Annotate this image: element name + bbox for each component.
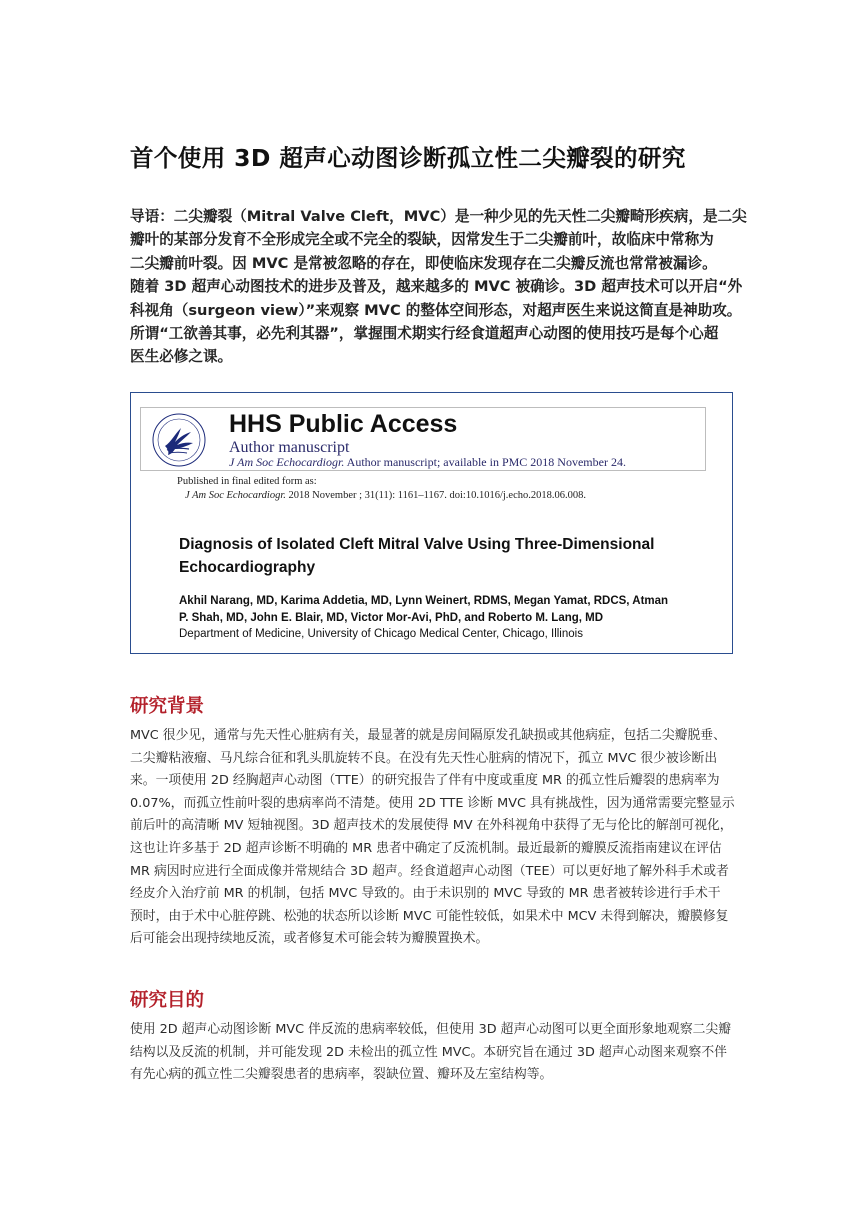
hhs-journal-line	[229, 455, 626, 470]
body-line: MR 病因时应进行全面成像并常规结合 3D 超声。经食道超声心动图（TEE）可以更好地了解外科手术或者	[130, 863, 729, 879]
citation-journal: J Am Soc Echocardiogr.	[185, 490, 286, 501]
purpose-heading: 研究目的	[130, 990, 205, 1011]
body-line: 来。一项使用 2D 经胸超声心动图（TTE）的研究报告了伴有中度或重度 MR 的孤立性后瓣裂的患病率为	[130, 773, 720, 789]
body-line: 结构以及反流的机制，并可能发现 2D 未检出的孤立性 MVC。本研究旨在通过 3D 超声心动图来观察不伴	[130, 1044, 727, 1060]
intro-line: 随着 3D 超声心动图技术的进步及普及，越来越多的 MVC 被确诊。3D 超声技术可以开启“外	[130, 278, 743, 296]
body-line: 后可能会出现持续地反流，或者修复术可能会转为瓣膜置换术。	[130, 931, 489, 947]
paper-title	[179, 534, 719, 579]
hhs-banner-title: HHS Public Access	[229, 410, 458, 438]
intro-line: 所谓“工欲善其事，必先利其器”，掌握围术期实行经食道超声心动图的使用技巧是每个心超	[130, 325, 719, 343]
intro-paragraph	[130, 205, 747, 369]
paper-title-line: Diagnosis of Isolated Cleft Mitral Valve Using Three-Dimensional	[179, 536, 655, 553]
paper-header-figure	[130, 392, 733, 654]
purpose-paragraph	[130, 1019, 733, 1087]
body-line: 预时，由于术中心脏停跳、松弛的状态所以诊断 MVC 可能性较低，如果术中 MCV 未得到解决，瓣膜修复	[130, 908, 729, 924]
body-line: 有先心病的孤立性二尖瓣裂患者的患病率，裂缺位置、瓣环及左室结构等。	[130, 1067, 553, 1083]
body-line: MVC 很少见，通常与先天性心脏病有关，最显著的就是房间隔原发孔缺损或其他病症，包括二尖瓣脱垂、	[130, 728, 726, 743]
author-line: P. Shah, MD, John E. Blair, MD, Victor Mor-Avi, PhD, and Roberto M. Lang, MD	[179, 611, 604, 624]
intro-line: 医生必修之课。	[130, 348, 233, 366]
body-line: 使用 2D 超声心动图诊断 MVC 伴反流的患病率较低，但使用 3D 超声心动图可以更全面形象地观察二尖瓣	[130, 1022, 732, 1037]
author-department: Department of Medicine, University of Chicago Medical Center, Chicago, Illinois	[179, 628, 583, 640]
body-line: 二尖瓣粘液瘤、马凡综合征和乳头肌旋转不良。在没有先天性心脏病的情况下，孤立 MVC 很少被诊断出	[130, 750, 718, 766]
paper-title-line: Echocardiography	[179, 558, 316, 576]
intro-line: 瓣叶的某部分发育不全形成完全或不完全的裂缺，因常发生于二尖瓣前叶，故临床中常称为	[130, 231, 714, 249]
journal-availability: Author manuscript; available in PMC 2018 November 24.	[344, 455, 626, 469]
published-label: Published in final edited form as:	[177, 476, 317, 487]
intro-line: 导语：二尖瓣裂（Mitral Valve Cleft，MVC）是一种少见的先天性二尖瓣畸形疾病，是二尖	[130, 208, 747, 225]
body-line: 经皮介入治疗前 MR 的机制，包括 MVC 导致的。由于未识别的 MVC 导致的 MR 患者被转诊进行手术干	[130, 886, 721, 902]
hhs-eagle-seal-icon	[151, 412, 207, 468]
background-heading: 研究背景	[130, 696, 205, 717]
intro-line: 二尖瓣前叶裂。因 MVC 是常被忽略的存在，即使临床发现存在二尖瓣反流也常常被漏诊。	[130, 254, 717, 272]
article-title: 首个使用 3D 超声心动图诊断孤立性二尖瓣裂的研究	[130, 144, 686, 172]
intro-line: 科视角（surgeon view）”来观察 MVC 的整体空间形态，对超声医生来说这简直是神助攻。	[130, 301, 742, 319]
hhs-banner-subtitle: Author manuscript	[229, 439, 350, 456]
author-line: Akhil Narang, MD, Karima Addetia, MD, Lynn Weinert, RDMS, Megan Yamat, RDCS, Atman	[179, 595, 669, 607]
body-line: 前后叶的高清晰 MV 短轴视图。3D 超声技术的发展使得 MV 在外科视角中获得了无与伦比的解剖可视化，	[130, 818, 733, 834]
hhs-public-access-banner	[140, 407, 706, 471]
body-line: 0.07%，而孤立性前叶裂的患病率尚不清楚。使用 2D TTE 诊断 MVC 具有挑战性，因为通常需要完整显示	[130, 795, 735, 811]
citation-details: 2018 November ; 31(11): 1161–1167. doi:10.1016/j.echo.2018.06.008.	[285, 490, 586, 501]
paper-authors	[179, 593, 724, 643]
journal-abbrev: J Am Soc Echocardiogr.	[229, 455, 345, 469]
citation-line	[185, 490, 586, 501]
body-line: 这也让许多基于 2D 超声诊断不明确的 MR 患者中确定了反流机制。最近最新的瓣膜反流指南建议在评估	[130, 840, 722, 856]
background-paragraph	[130, 725, 733, 951]
